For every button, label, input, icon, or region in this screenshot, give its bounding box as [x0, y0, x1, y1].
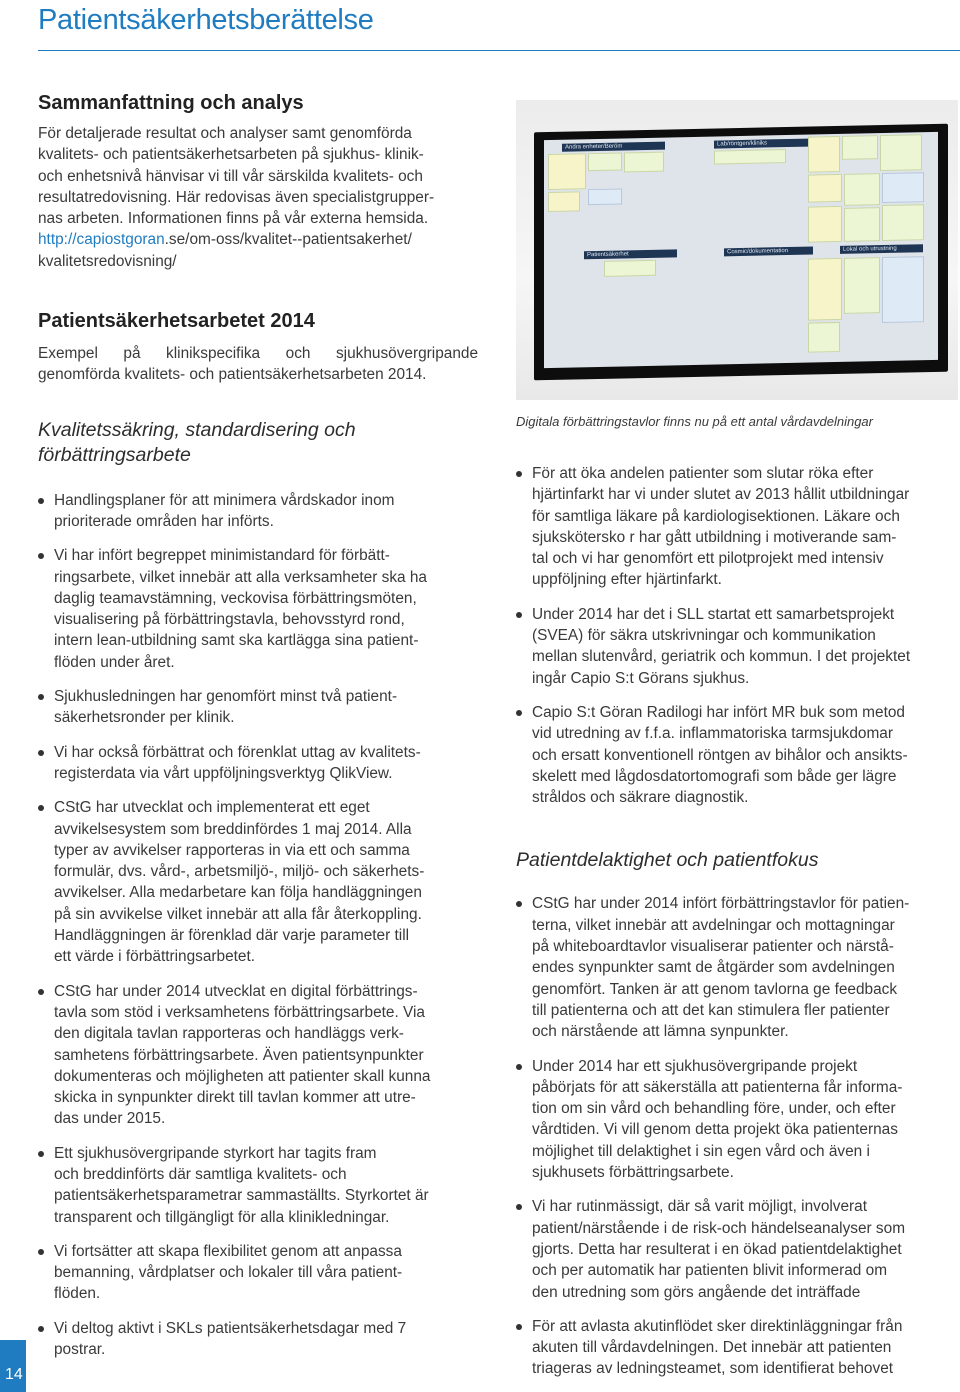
participation-bullet-list: [516, 893, 958, 1379]
board-header: Lokal och utrustning: [840, 244, 923, 254]
bullet-line: sjukskötersko r har gått utbildning i motiverande sam-: [532, 528, 897, 546]
summary-line: och enhetsnivå hänvisar vi till vår särskilda kvalitets- och: [38, 167, 423, 185]
summary-link-part2[interactable]: .se/om-oss/kvalitet--patientsakerhet/: [164, 231, 412, 249]
bullet-item: [516, 893, 958, 1042]
bullet-line: visualisering på förbättringstavla, behovsstyrd rond,: [54, 611, 405, 629]
bullet-line: postrar.: [54, 1341, 106, 1359]
bullet-line: Ett sjukhusövergripande styrkort har tagits fram: [54, 1144, 377, 1162]
quality-heading-line: förbättringsarbete: [38, 443, 191, 466]
bullet-line: hjärtinfarkt har vi under slutet av 2013 hållit utbildningar: [532, 486, 910, 504]
digital-board-screen: [544, 132, 938, 368]
board-header: Lab/röntgen/kliniks: [714, 138, 821, 148]
bullet-item: [38, 1241, 478, 1305]
bullet-line: Sjukhusledningen har genomfört minst två patient-: [54, 688, 398, 706]
bullet-line: genomfört. Tanken är att genom tavlorna ge feedback: [532, 980, 898, 998]
bullet-dot: [38, 1151, 44, 1157]
summary-line: nas arbeten. Informationen finns på vår externa hemsida.: [38, 210, 429, 228]
bullet-line: möjlighet till delaktighet i sin egen vård och även i: [532, 1142, 870, 1160]
bullet-line: flöden under året.: [54, 653, 175, 671]
board-header: Cosmic/dokumentation: [724, 246, 813, 256]
summary-line: För detaljerade resultat och analyser samt genomförda: [38, 125, 412, 142]
document-title: Patientsäkerhetsberättelse: [38, 4, 374, 36]
quality-heading-line: Kvalitetssäkring, standardisering och: [38, 418, 356, 441]
board-note: [808, 206, 842, 243]
bullet-line: CStG har under 2014 infört förbättringstavlor för patien-: [532, 895, 910, 913]
bullet-item: [38, 1143, 478, 1228]
board-note: [604, 260, 656, 277]
board-note: [844, 257, 880, 314]
bullet-line: prioriterade områden har införts.: [54, 512, 274, 530]
bullet-line: patientsäkerhetsparametrar sammaställts. Styrkortet är: [54, 1187, 429, 1205]
bullet-item: [38, 742, 478, 785]
bullet-line: dokumenteras och möjligheten att patienter skall kunna: [54, 1067, 431, 1085]
bullet-line: registerdata via vårt uppföljningsverktyg QlikView.: [54, 764, 393, 782]
bullet-line: avvikelser. Alla medarbetare kan följa handläggningen: [54, 884, 422, 902]
board-note: [548, 153, 586, 190]
bullet-line: vid utredning av f.f.a. inflammatoriska tarmsjukdomar: [532, 725, 893, 743]
bullet-line: triageras av ledningsteamet, som identifierat behovet: [532, 1360, 894, 1378]
bullet-line: Vi har rutinmässigt, där så varit möjligt, involverat: [532, 1198, 868, 1216]
bullet-dot: [516, 1204, 522, 1210]
bullet-line: patient/närstående i de risk-och händelseanalyser som: [532, 1219, 906, 1237]
board-note: [844, 207, 880, 242]
bullet-dot: [516, 612, 522, 618]
bullet-dot: [516, 471, 522, 477]
bullet-line: (SVEA) för säkra utskrivningar och kommunikation: [532, 627, 876, 645]
bullet-line: Vi har infört begreppet minimistandard för förbätt-: [54, 547, 390, 565]
bullet-line: Vi deltog aktivt i SKLs patientsäkerhetsdagar med 7: [54, 1319, 407, 1337]
bullet-line: akuten till vårdavdelningen. Det innebär att patienten: [532, 1339, 892, 1357]
right-bullet-list: [516, 463, 958, 808]
work2014-heading: Patientsäkerhetsarbetet 2014: [38, 310, 315, 333]
board-note: [548, 191, 580, 212]
bullet-line: säkerhetsronder per klinik.: [54, 709, 235, 727]
bullet-dot: [38, 694, 44, 700]
bullet-line: CStG har utvecklat och implementerat ett eget: [54, 799, 370, 817]
monitor: [534, 124, 948, 381]
summary-link[interactable]: [38, 229, 478, 250]
photo-caption: Digitala förbättringstavlor finns nu på ett antal vårdavdelningar: [516, 414, 873, 429]
bullet-line: den utredning som görs angående det inträffade: [532, 1283, 861, 1301]
bullet-item: [38, 797, 478, 967]
summary-heading: Sammanfattning och analys: [38, 92, 304, 114]
summary-line: kvalitets- och patientsäkerhetsarbeten på sjukhus- klinik-: [38, 146, 424, 164]
bullet-line: och ersatt konventionell röntgen av bihålor och ansikts-: [532, 746, 908, 764]
bullet-item: [38, 490, 478, 533]
bullet-line: Capio S:t Göran Radilogi har infört MR buk som metod: [532, 703, 905, 721]
bullet-line: skicka in synpunkter direkt till tavlan kommer att utre-: [54, 1089, 416, 1107]
bullet-line: och breddinförts där samtliga kvalitets- och: [54, 1165, 347, 1183]
right-column: [516, 414, 958, 1380]
bullet-dot: [38, 498, 44, 504]
work2014-line: genomförda kvalitets- och patientsäkerhetsarbeten 2014.: [38, 366, 427, 384]
bullet-line: För att öka andelen patienter som slutar röka efter: [532, 465, 874, 482]
bullet-line: tavla som stöd i verksamhetens förbättringsarbete. Via: [54, 1003, 425, 1021]
bullet-line: ringsarbete, vilket innebär att alla verksamheter ska ha: [54, 568, 427, 586]
bullet-line: das under 2015.: [54, 1110, 166, 1128]
board-header: Andra enheter/Beröm: [562, 142, 665, 152]
bullet-line: För att avlasta akutinflödet sker direktinläggningar från: [532, 1317, 903, 1335]
bullet-line: till patienterna och att det kan stimulera fler patienter: [532, 1001, 890, 1019]
board-note: [882, 256, 924, 323]
bullet-line: gjorts. Detta har resulterat i en ökad patientdelaktighet: [532, 1240, 902, 1258]
board-note: [808, 322, 840, 353]
bullet-line: tal och vi har genomfört ett pilotprojekt med intensiv: [532, 550, 884, 568]
bullet-dot: [38, 1249, 44, 1255]
bullet-line: transparent och tillgängligt för alla klinikledningar.: [54, 1208, 390, 1226]
bullet-line: ingår Capio S:t Görans sjukhus.: [532, 669, 750, 687]
bullet-line: typer av avvikelser rapporteras in via ett och samma: [54, 841, 410, 859]
bullet-item: [38, 1318, 478, 1361]
bullet-line: sjukhusets förbättringsarbete.: [532, 1164, 734, 1182]
bullet-line: flöden.: [54, 1285, 101, 1303]
page-number: 14: [5, 1366, 23, 1383]
bullet-dot: [516, 1324, 522, 1330]
bullet-dot: [516, 901, 522, 907]
bullet-line: daglig teamavstämning, veckovisa förbättringsmöten,: [54, 589, 417, 607]
board-note: [842, 135, 878, 160]
bullet-line: CStG har under 2014 utvecklat en digital förbättrings-: [54, 982, 418, 1000]
board-note: [714, 149, 786, 165]
left-column: [38, 92, 478, 1360]
bullet-item: [38, 686, 478, 729]
bullet-line: uppföljning efter hjärtinfarkt.: [532, 571, 722, 589]
bullet-item: [38, 981, 478, 1130]
board-note: [808, 174, 842, 203]
bullet-line: den digitala tavlan rapporteras och handläggs verk-: [54, 1025, 404, 1043]
bullet-line: avvikelsesystem som breddinfördes 1 maj 2014. Alla: [54, 820, 412, 838]
board-header: Patientsäkerhet: [584, 249, 677, 259]
board-note: [808, 136, 840, 173]
bullet-line: Under 2014 har det i SLL startat ett samarbetsprojekt: [532, 605, 895, 623]
bullet-dot: [38, 989, 44, 995]
board-note: [844, 173, 880, 206]
summary-text: [38, 123, 478, 272]
bullet-line: terna, vilket innebär att avdelningar och mottagningar: [532, 916, 895, 934]
summary-link-line2[interactable]: kvalitetsredovisning/: [38, 252, 177, 270]
page-number-tab: [0, 1340, 26, 1392]
bullet-item: [516, 1196, 958, 1302]
bullet-dot: [38, 553, 44, 559]
summary-link-part1[interactable]: http://capiostgoran: [38, 231, 165, 249]
work2014-line: Exempel på klinikspecifika och sjukhusövergripande: [38, 345, 478, 363]
bullet-line: Handläggningen är förenklad där varje parameter till: [54, 927, 410, 945]
bullet-line: påbörjats för att säkerställa att patienterna får informa-: [532, 1078, 903, 1096]
bullet-line: mellan slutenvård, geriatrik och kommun. I det projektet: [532, 648, 911, 666]
bullet-line: och närstående att lämna synpunkter.: [532, 1023, 789, 1041]
board-note: [882, 172, 924, 203]
board-note: [588, 152, 622, 171]
quality-heading: [38, 418, 478, 468]
bullet-line: tion om sin vård och behandling före, under, och efter: [532, 1100, 896, 1118]
bullet-line: ett värde i förbättringsarbetet.: [54, 948, 256, 966]
board-note: [880, 134, 922, 171]
bullet-line: endes synpunkter samt de åtgärder som avdelningen: [532, 959, 895, 977]
bullet-line: vårdtiden. Vi vill genom detta projekt öka patienternas: [532, 1121, 898, 1139]
bullet-dot: [38, 805, 44, 811]
bullet-line: bemanning, vårdplatser och lokaler till våra patient-: [54, 1264, 403, 1282]
board-note: [588, 188, 622, 205]
bullet-line: på whiteboardtavlor visualiserar patienter och närstå-: [532, 938, 894, 956]
bullet-line: Vi har också förbättrat och förenklat uttag av kvalitets-: [54, 743, 421, 761]
bullet-item: [516, 702, 958, 808]
bullet-dot: [516, 1064, 522, 1070]
participation-heading: Patientdelaktighet och patientfokus: [516, 849, 819, 872]
bullet-line: samhetens förbättringsarbete. Även patientsynpunkter: [54, 1046, 424, 1064]
bullet-line: intern lean-utbildning samt ska kartlägga sina patient-: [54, 632, 419, 650]
board-photo: [516, 100, 958, 400]
bullet-item: [516, 604, 958, 689]
board-note: [624, 152, 664, 173]
bullet-line: formulär, dvs. vård-, arbetsmiljö-, miljö- och säkerhets-: [54, 863, 425, 881]
quality-bullet-list: [38, 490, 478, 1361]
bullet-line: stråldos och säkrare diagnostik.: [532, 789, 749, 807]
board-note: [808, 258, 842, 321]
bullet-dot: [38, 750, 44, 756]
bullet-line: Handlingsplaner för att minimera vårdskador inom: [54, 491, 395, 509]
bullet-line: och per automatik har patienten blivit informerad om: [532, 1262, 888, 1280]
bullet-item: [516, 1316, 958, 1380]
bullet-line: på sin avvikelse vilket innebär att alla får återkoppling.: [54, 905, 422, 923]
bullet-item: [516, 463, 958, 591]
bullet-item: [38, 545, 478, 673]
summary-line: resultatredovisning. Här redovisas även specialistgrupper-: [38, 188, 435, 206]
bullet-line: för samtliga läkare på kardiologisektionen. Läkare och: [532, 507, 900, 525]
board-note: [882, 204, 924, 241]
bullet-line: Under 2014 har ett sjukhusövergripande projekt: [532, 1057, 858, 1075]
title-divider: [38, 50, 960, 51]
bullet-item: [516, 1056, 958, 1184]
work2014-text: [38, 343, 478, 386]
bullet-dot: [516, 710, 522, 716]
bullet-dot: [38, 1326, 44, 1332]
bullet-line: Vi fortsätter att skapa flexibilitet genom att anpassa: [54, 1242, 402, 1260]
bullet-line: skelett med lågdosdatortomografi som både ger lägre: [532, 767, 897, 785]
